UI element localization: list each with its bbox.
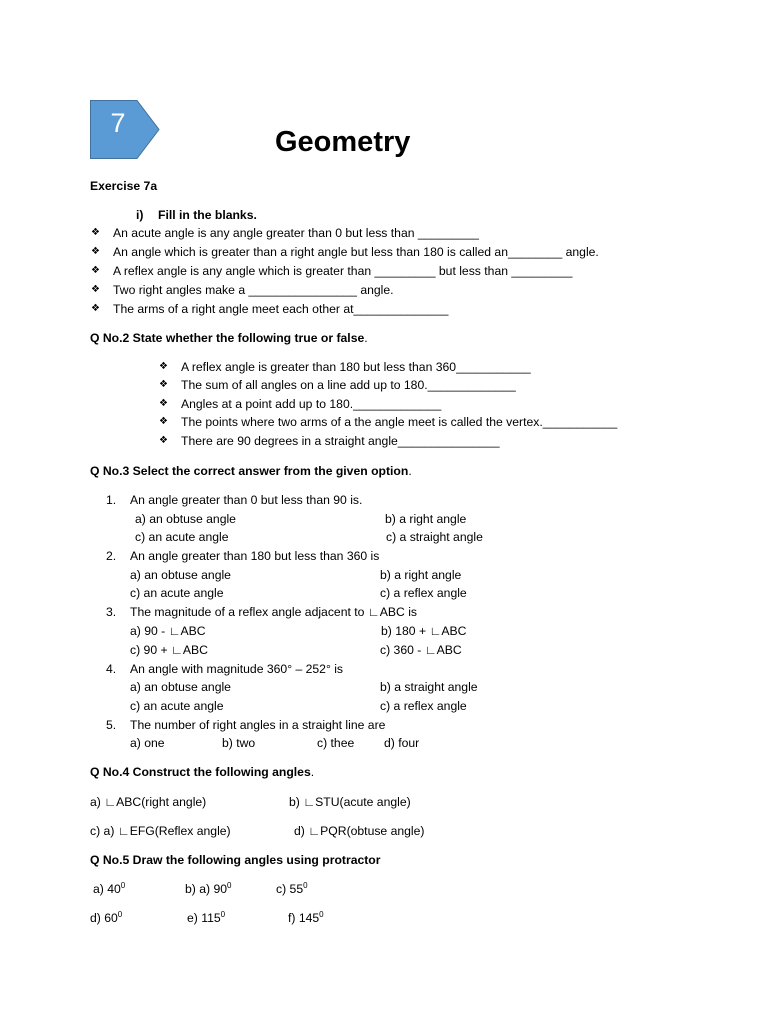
q5-item-text: f) 145 [288, 911, 320, 925]
q3-heading-line [90, 465, 412, 477]
q5-item [276, 880, 308, 896]
q2-item: There are 90 degrees in a straight angle_______________ [181, 434, 500, 448]
q3-option: c) an acute angle [130, 699, 224, 713]
q1-heading: Fill in the blanks. [158, 208, 257, 222]
bullet-icon: ❖ [159, 379, 168, 390]
q4-item: c) a) ∟EFG(Reflex angle) [90, 824, 231, 838]
q3-option: a) an obtuse angle [130, 568, 231, 582]
q3-question-text: An angle greater than 0 but less than 90 is. [130, 493, 363, 507]
q3-option: b) a straight angle [380, 680, 478, 694]
degree-mark: 0 [227, 880, 232, 890]
q3-question-number: 1. [106, 493, 117, 507]
q5-item [93, 880, 126, 896]
q3-option: b) a right angle [380, 568, 462, 582]
degree-mark: 0 [303, 880, 308, 890]
q5-item-text: b) a) 90 [185, 882, 228, 896]
q1-item: The arms of a right angle meet each other at______________ [113, 302, 449, 316]
q1-item: Two right angles make a ________________ angle. [113, 283, 394, 297]
q5-item-text: a) 40 [93, 882, 121, 896]
q3-option: a) one [130, 736, 165, 750]
q4-item: a) ∟ABC(right angle) [90, 795, 207, 809]
q3-option: b) a right angle [385, 512, 467, 526]
q5-item [185, 880, 232, 896]
q3-option: b) 180 + ∟ABC [381, 624, 467, 638]
q1-numeral: i) [136, 208, 144, 222]
q3-question-number: 3. [106, 605, 117, 619]
q1-item: An acute angle is any angle greater than 0 but less than _________ [113, 226, 479, 240]
exercise-label: Exercise 7a [90, 179, 158, 193]
bullet-icon: ❖ [91, 227, 100, 238]
q3-option: c) a straight angle [386, 530, 483, 544]
q3-option: a) an obtuse angle [130, 680, 231, 694]
q3-question-text: An angle with magnitude 360° – 252° is [130, 662, 344, 676]
q1-item: A reflex angle is any angle which is greater than _________ but less than _________ [113, 264, 573, 278]
q3-heading-period: . [408, 464, 412, 478]
q3-heading: Q No.3 Select the correct answer from the given option [90, 464, 409, 478]
q3-question-number: 2. [106, 549, 117, 563]
q4-item: d) ∟PQR(obtuse angle) [294, 824, 425, 838]
q2-item: The points where two arms of a the angle meet is called the vertex.___________ [181, 415, 618, 429]
q3-option: c) 360 - ∟ABC [380, 643, 462, 657]
q5-item [90, 909, 123, 925]
q3-option: a) 90 - ∟ABC [130, 624, 206, 638]
degree-mark: 0 [220, 909, 226, 919]
q3-option: c) an acute angle [135, 530, 229, 544]
bullet-icon: ❖ [91, 284, 100, 295]
q5-item-text: c) 55 [276, 882, 304, 896]
degree-mark: 0 [117, 909, 123, 919]
q3-option: b) two [222, 736, 256, 750]
bullet-icon: ❖ [159, 435, 168, 446]
q3-option: a) an obtuse angle [135, 512, 236, 526]
q3-question-text: An angle greater than 180 but less than 360 is [130, 549, 380, 563]
q1-item: An angle which is greater than a right angle but less than 180 is called an________ angle. [113, 245, 599, 259]
q3-question-text: The number of right angles in a straight line are [130, 718, 386, 732]
page-title: Geometry [275, 126, 411, 158]
q3-question-text: The magnitude of a reflex angle adjacent to ∟ABC is [130, 605, 417, 619]
bullet-icon: ❖ [159, 398, 168, 409]
q2-heading-period: . [364, 331, 368, 345]
q5-item-text: d) 60 [90, 911, 118, 925]
q3-option: c) thee [317, 736, 355, 750]
q3-option: c) a reflex angle [380, 586, 467, 600]
chapter-number: 7 [110, 108, 126, 138]
bullet-icon: ❖ [91, 246, 100, 257]
q3-question-number: 4. [106, 662, 117, 676]
q3-option: c) an acute angle [130, 586, 224, 600]
q4-item: b) ∟STU(acute angle) [289, 795, 411, 809]
q3-option: c) 90 + ∟ABC [130, 643, 208, 657]
q3-option: d) four [384, 736, 420, 750]
q2-item: Angles at a point add up to 180._____________ [181, 397, 442, 411]
q5-item [288, 909, 324, 925]
q3-option: c) a reflex angle [380, 699, 467, 713]
q5-item-text: e) 115 [187, 911, 221, 925]
q2-heading: Q No.2 State whether the following true or false [90, 331, 365, 345]
q5-item [187, 909, 226, 925]
bullet-icon: ❖ [159, 416, 168, 427]
q3-question-number: 5. [106, 718, 117, 732]
degree-mark: 0 [319, 909, 324, 919]
degree-mark: 0 [120, 880, 126, 890]
q5-heading: Q No.5 Draw the following angles using protractor [90, 853, 381, 867]
q4-heading: Q No.4 Construct the following angles [90, 765, 311, 779]
bullet-icon: ❖ [91, 303, 100, 314]
q2-item: A reflex angle is greater than 180 but less than 360___________ [181, 360, 531, 374]
q4-heading-period: . [310, 765, 315, 779]
bullet-icon: ❖ [91, 265, 100, 276]
q2-item: The sum of all angles on a line add up to 180._____________ [181, 378, 516, 392]
q4-heading-line [90, 766, 314, 778]
bullet-icon: ❖ [159, 361, 168, 372]
q2-heading-line [90, 332, 368, 344]
